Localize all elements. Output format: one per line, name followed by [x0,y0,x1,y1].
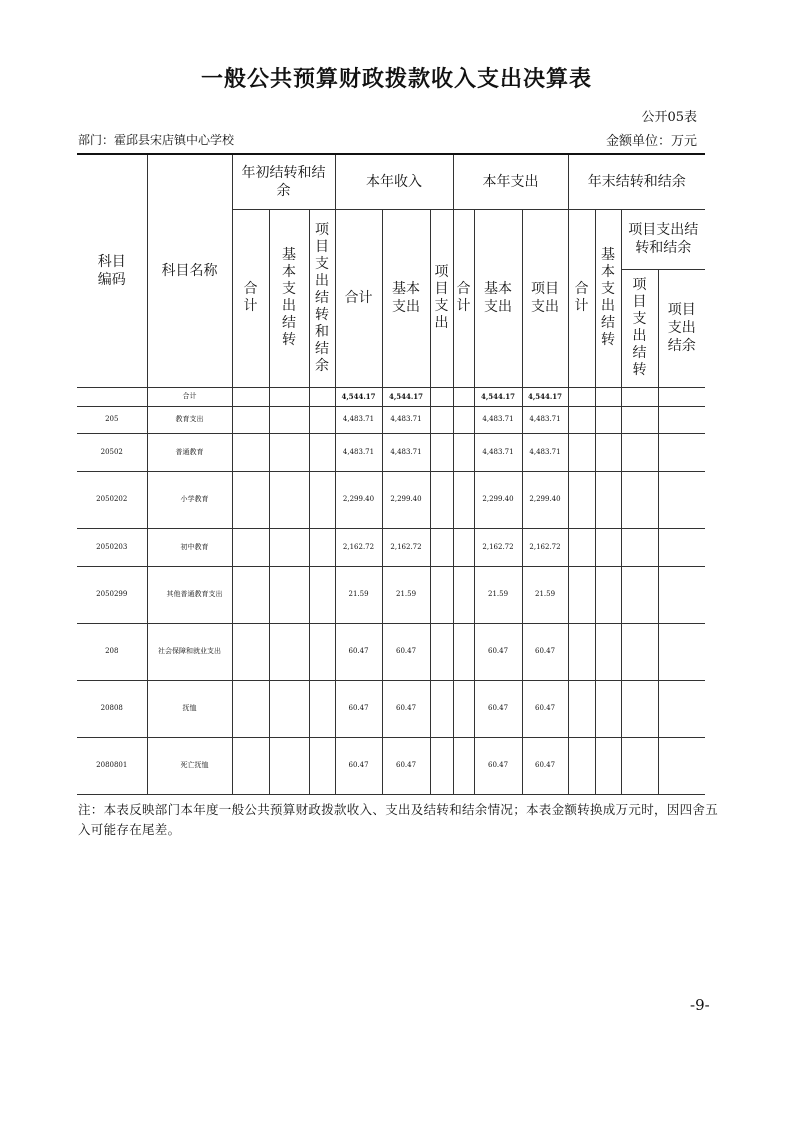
header-expense-project: 项目支出 [522,209,568,387]
row-expense-basic: 2,299.40 [522,471,568,528]
row-code: 2050203 [77,528,147,566]
header-income-group: 本年收入 [335,154,453,209]
header-name: 科目名称 [147,154,232,387]
page-title: 一般公共预算财政拨款收入支出决算表 [200,67,592,92]
row-income-total: 60.47 [335,737,382,794]
row-income-basic: 2,162.72 [382,528,430,566]
row-name: 教育支出 [147,406,232,433]
row-code: 20808 [77,680,147,737]
row-income-total: 2,162.72 [335,528,382,566]
row-expense-basic: 4,483.71 [522,406,568,433]
row-income-basic: 4,483.71 [382,433,430,471]
row-income-total: 2,299.40 [335,471,382,528]
row-expense-total: 21.59 [474,566,522,623]
row-income-total: 4,483.71 [335,433,382,471]
table-row [77,680,705,737]
row-income-total: 21.59 [335,566,382,623]
total-label: 合计 [147,387,232,406]
department-label: 部门：霍邱县宋店镇中心学校 [78,133,235,147]
row-income-basic: 60.47 [382,623,430,680]
row-income-total: 60.47 [335,680,382,737]
row-expense-total: 60.47 [474,737,522,794]
form-number: 公开05表 [641,110,697,125]
header-income-total: 合计 [335,209,382,387]
header-end-group: 年末结转和结余 [568,154,705,209]
header-row-1 [77,154,705,209]
row-expense-total: 4,483.71 [474,433,522,471]
total-income-total: 4,544.17 [335,387,382,406]
row-expense-basic: 4,483.71 [522,433,568,471]
row-code: 2050299 [77,566,147,623]
total-expense-basic: 4,544.17 [522,387,568,406]
row-name: 小学教育 [147,471,232,528]
header-end-project-balance: 项目支出结余 [658,269,705,387]
header-expense-group: 本年支出 [453,154,568,209]
table-row [77,623,705,680]
header-begin-basic-carry: 基本支出结转 [269,209,309,387]
amount-unit-label: 金额单位：万元 [605,134,697,149]
row-name: 其他普通教育支出 [147,566,232,623]
row-income-total: 4,483.71 [335,406,382,433]
row-expense-basic: 2,162.72 [522,528,568,566]
header-expense-basic: 基本支出 [474,209,522,387]
row-expense-total: 2,162.72 [474,528,522,566]
header-begin-project: 项目支出结转和结余 [309,209,335,387]
table-row [77,433,705,471]
total-income-basic: 4,544.17 [382,387,430,406]
row-income-total: 60.47 [335,623,382,680]
row-code: 20502 [77,433,147,471]
row-expense-basic: 21.59 [522,566,568,623]
row-expense-basic: 60.47 [522,623,568,680]
header-code: 科目编码 [77,154,147,387]
row-name: 初中教育 [147,528,232,566]
row-name: 社会保障和就业支出 [147,623,232,680]
header-income-project: 项目支出 [430,209,453,387]
row-code: 2050202 [77,471,147,528]
table-row [77,471,705,528]
header-income-basic: 基本支出 [382,209,430,387]
row-expense-basic: 60.47 [522,680,568,737]
row-code: 205 [77,406,147,433]
row-income-basic: 60.47 [382,680,430,737]
row-name: 抚恤 [147,680,232,737]
header-begin-total: 合计 [232,209,269,387]
row-expense-total: 60.47 [474,623,522,680]
header-begin-group: 年初结转和结余 [232,154,335,209]
table-row [77,566,705,623]
table-footnote: 注：本表反映部门本年度一般公共预算财政拨款收入、支出及结转和结余情况；本表金额转换成万元时，因四舍五入可能存在尾差。 [78,802,719,837]
row-expense-basic: 60.47 [522,737,568,794]
table-row [77,406,705,433]
table-row [77,528,705,566]
row-name: 普通教育 [147,433,232,471]
row-code: 2080801 [77,737,147,794]
row-expense-total: 60.47 [474,680,522,737]
page-number: -9- [690,996,710,1014]
row-income-basic: 60.47 [382,737,430,794]
total-expense-total: 4,544.17 [474,387,522,406]
row-name: 死亡抚恤 [147,737,232,794]
row-expense-total: 2,299.40 [474,471,522,528]
table-row-total [77,387,705,406]
header-end-project-carry: 项目支出结转 [621,269,658,387]
header-end-basic-carry: 基本支出结转 [595,209,621,387]
header-end-total: 合计 [568,209,595,387]
header-end-project-group: 项目支出结转和结余 [621,209,705,269]
header-expense-total: 合计 [453,209,474,387]
row-expense-total: 4,483.71 [474,406,522,433]
budget-table [77,153,705,795]
row-code: 208 [77,623,147,680]
row-income-basic: 21.59 [382,566,430,623]
row-income-basic: 4,483.71 [382,406,430,433]
table-row [77,737,705,794]
row-income-basic: 2,299.40 [382,471,430,528]
